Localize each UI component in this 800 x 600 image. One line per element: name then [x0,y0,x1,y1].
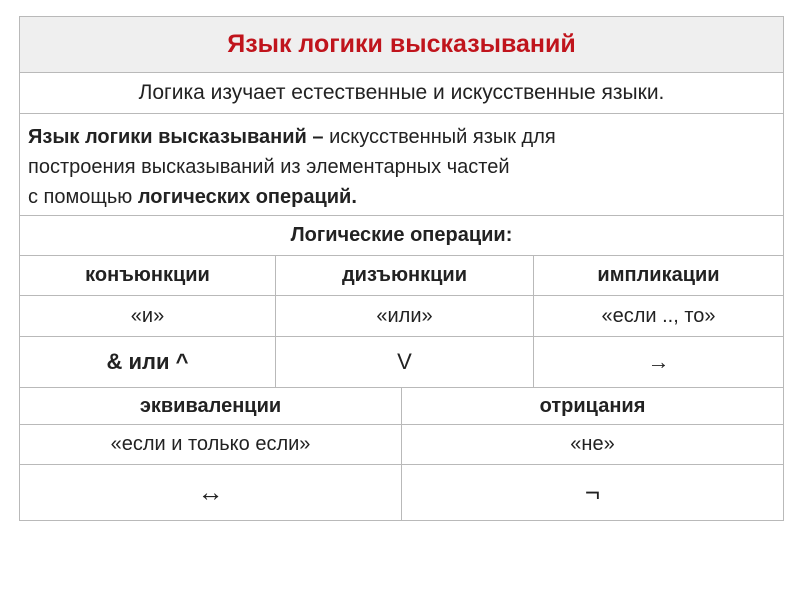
intro-row [20,73,783,114]
definition-dash: – [306,126,330,148]
definition-line3-start: с помощью [28,186,138,208]
operation-word-conjunction: «и» [130,304,165,327]
definition-line2: построения высказываний из элементарных частей [28,156,510,178]
definition-line1: искусственный язык для [329,126,556,148]
intro-text: Логика изучает естественные и искусственные языки. [138,81,665,104]
operation-symbol-conjunction: & или ^ [106,349,189,374]
operations-heading: Логические операции: [290,224,513,246]
definition-row [20,114,783,216]
operations-heading-row [20,216,783,256]
operation-words-row-2 [20,425,783,465]
title-row [20,17,783,73]
page-title: Язык логики высказываний [227,30,576,58]
operation-symbol-disjunction: V [275,337,533,387]
operation-symbol-implication: → [533,337,783,387]
operation-symbol-equivalence: ↔ [197,477,224,507]
definition-line3-bold: логических операций. [137,186,357,208]
operation-name-equivalence: эквиваленции [139,394,282,417]
logic-table [19,16,784,521]
definition-text [20,114,783,215]
operation-symbol-negation: ¬ [401,465,783,520]
operation-name-conjunction: конъюнкции [85,264,210,286]
operation-name-negation: отрицания [401,388,783,424]
operation-names-row-2 [20,388,783,425]
operation-name-implication: импликации [533,256,783,295]
operation-word-disjunction: «или» [275,296,533,336]
operation-word-negation: «не» [401,425,783,464]
definition-term: Язык логики высказываний [28,126,307,148]
operation-words-row [20,296,783,337]
operation-word-implication: «если .., то» [533,296,783,336]
operation-names-row [20,256,783,296]
operation-symbols-row-2 [20,465,783,520]
operation-name-disjunction: дизъюнкции [275,256,533,295]
operation-word-equivalence: «если и только если» [110,433,311,455]
operation-symbols-row [20,337,783,388]
